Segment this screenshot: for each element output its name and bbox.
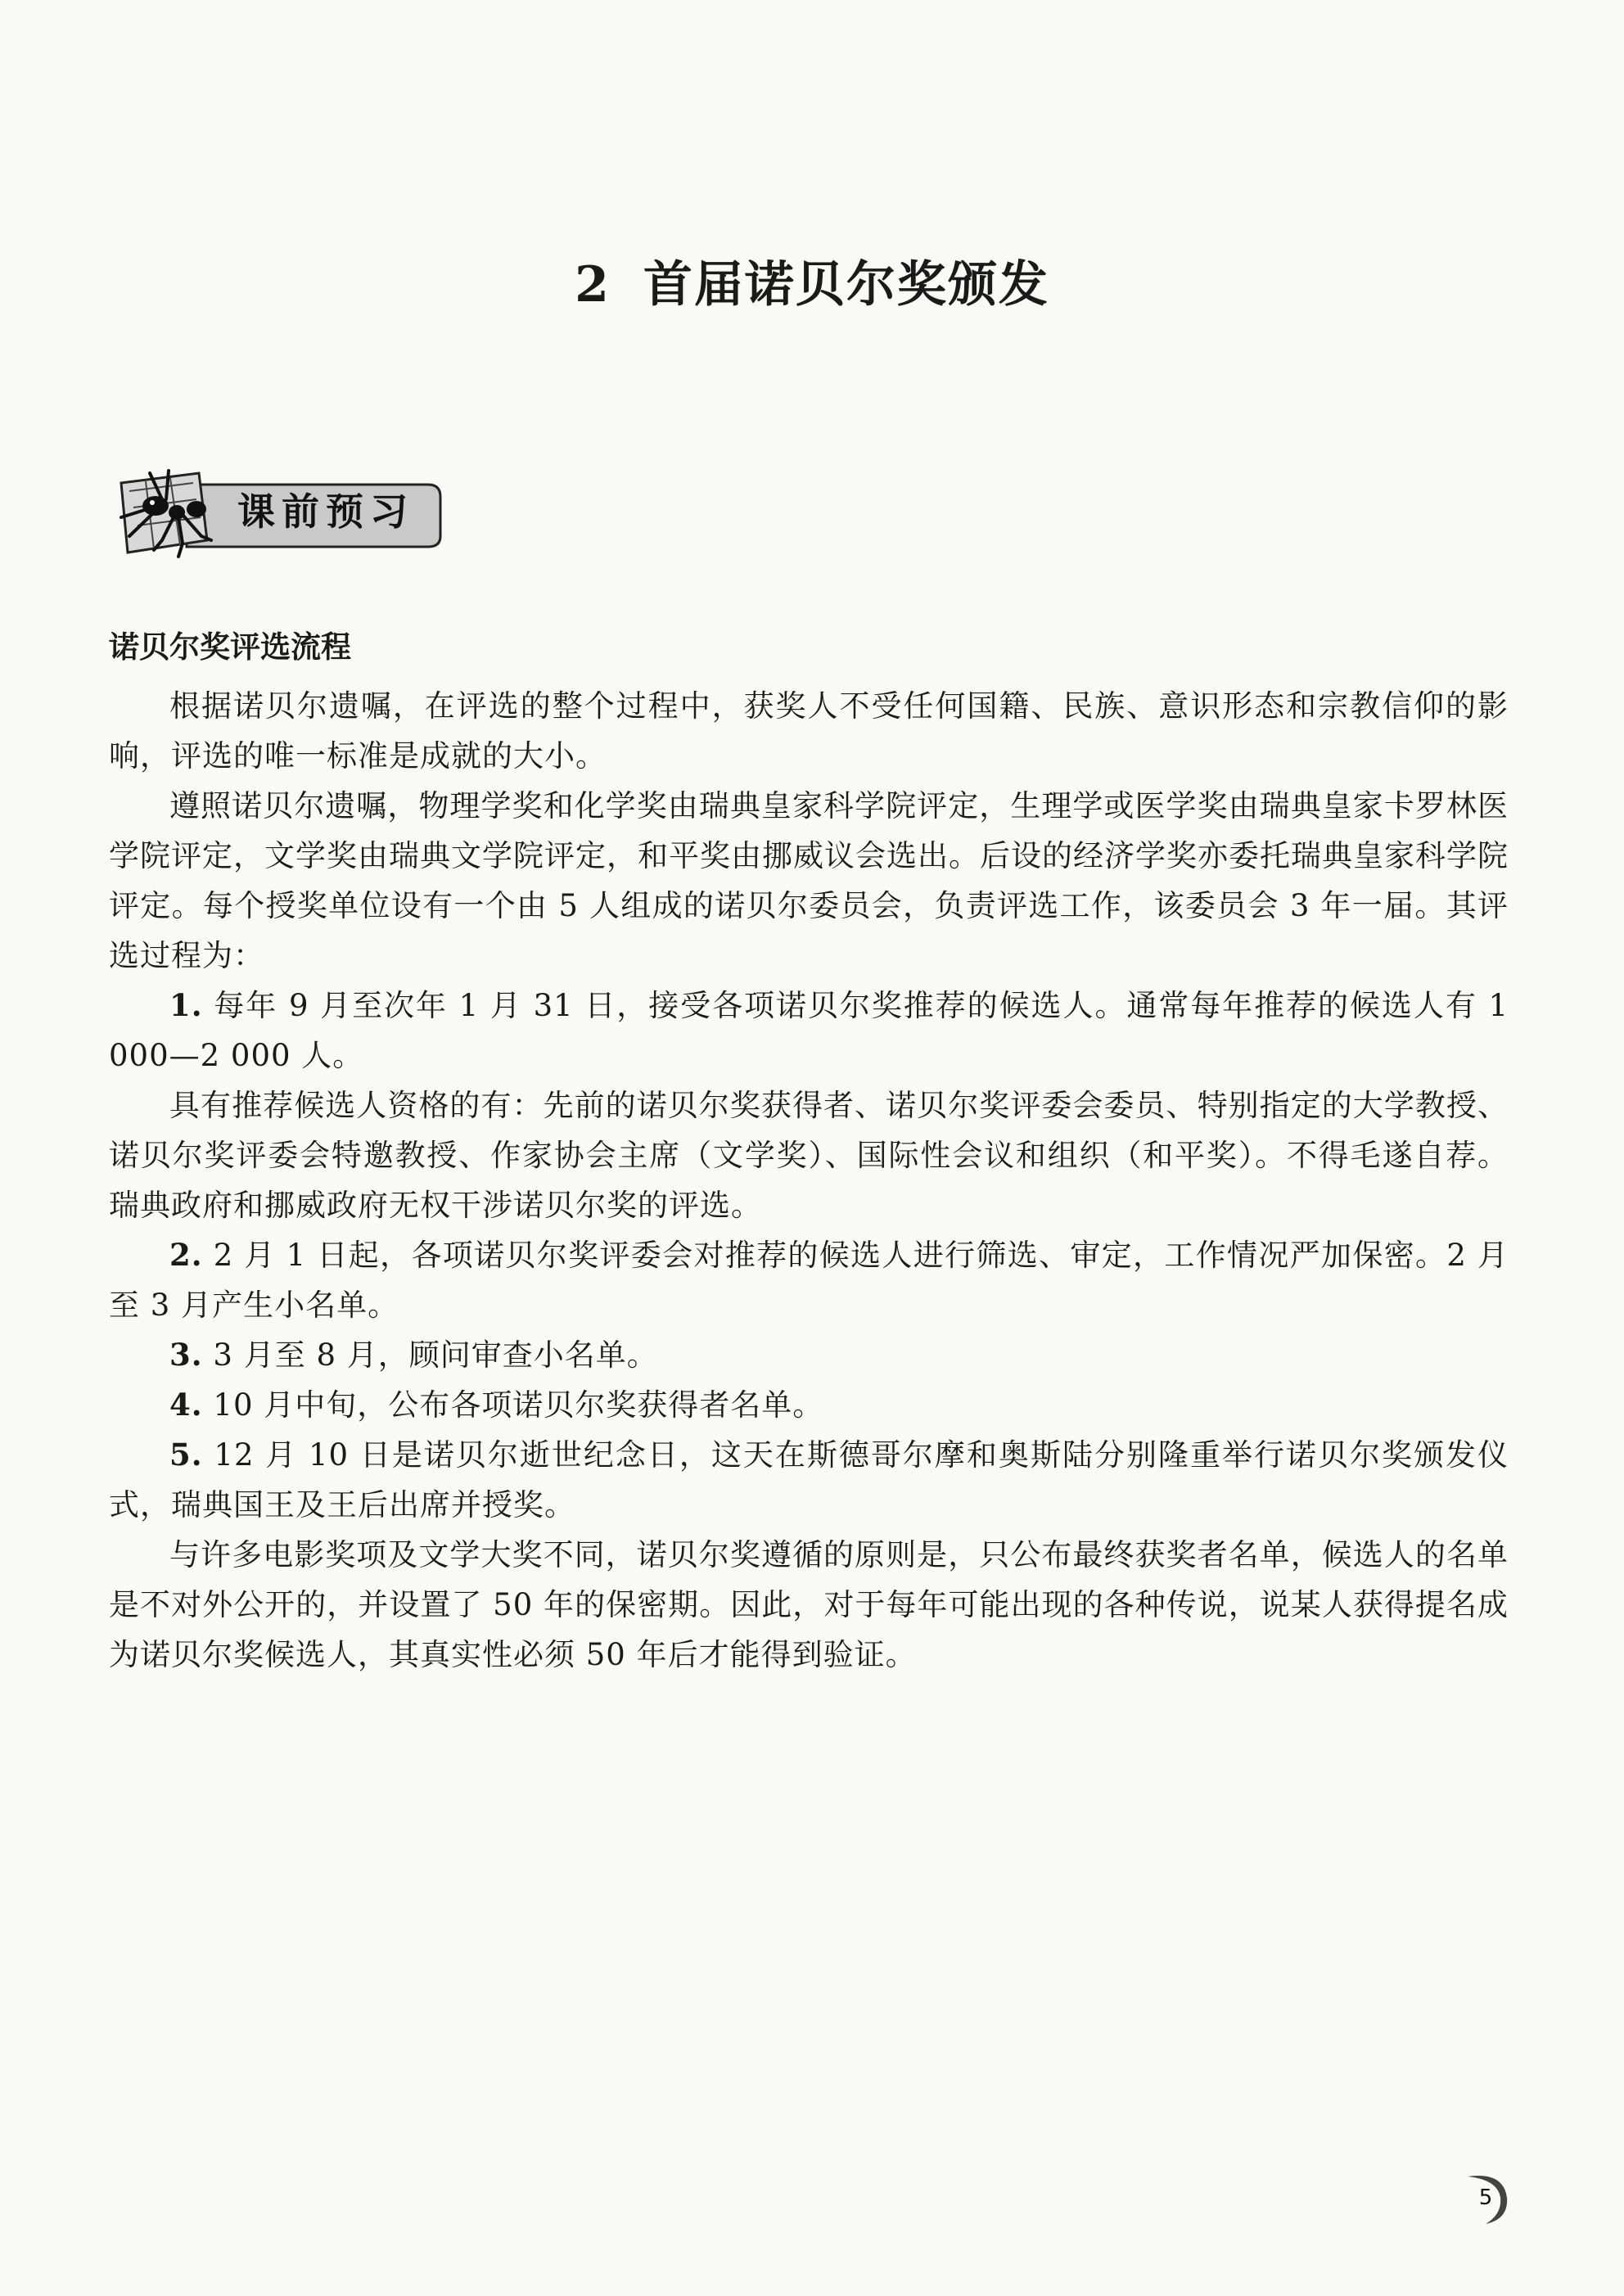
paragraph-step: 2. 2 月 1 日起，各项诺贝尔奖评委会对推荐的候选人进行筛选、审定，工作情况严加保密。2 月至 3 月产生小名单。	[109, 1237, 1509, 1323]
chapter-title-text: 首届诺贝尔奖颁发	[643, 256, 1049, 314]
paragraph-step: 1. 每年 9 月至次年 1 月 31 日，接受各项诺贝尔奖推荐的候选人。通常每年推荐的候选人有 1 000—2 000 人。	[109, 987, 1509, 1073]
chapter-title	[0, 246, 1624, 316]
section-heading: 诺贝尔奖评选流程	[109, 629, 351, 665]
paragraph: 具有推荐候选人资格的有：先前的诺贝尔奖获得者、诺贝尔奖评委会委员、特别指定的大学教授、诺贝尔奖评委会特邀教授、作家协会主席（文学奖）、国际性会议和组织（和平奖）。不得毛遂自荐。瑞典政府和挪威政府无权干涉诺贝尔奖的评选。	[109, 1088, 1509, 1223]
main-content	[109, 622, 1509, 1680]
page-number-text: 5	[1478, 2185, 1493, 2210]
paragraph: 遵照诺贝尔遗嘱，物理学奖和化学奖由瑞典皇家科学院评定，生理学或医学奖由瑞典皇家卡罗林医学院评定，文学奖由瑞典文学院评定，和平奖由挪威议会选出。后设的经济学奖亦委托瑞典皇家科学院评定。每个授奖单位设有一个由 5 人组成的诺贝尔委员会，负责评选工作，该委员会 3 年一届。其评选过程为：	[109, 788, 1509, 973]
page-number	[1453, 2165, 1518, 2231]
paragraph: 根据诺贝尔遗嘱，在评选的整个过程中，获奖人不受任何国籍、民族、意识形态和宗教信仰的影响，评选的唯一标准是成就的大小。	[109, 688, 1509, 774]
preview-banner	[105, 458, 449, 565]
paragraph-step: 3. 3 月至 8 月，顾问审查小名单。	[169, 1337, 658, 1373]
paragraph-step: 4. 10 月中旬，公布各项诺贝尔奖获得者名单。	[169, 1387, 824, 1423]
chapter-number: 2	[575, 256, 611, 314]
paragraph-step: 5. 12 月 10 日是诺贝尔逝世纪念日，这天在斯德哥尔摩和奥斯陆分别隆重举行诺贝尔奖颁发仪式，瑞典国王及王后出席并授奖。	[109, 1437, 1509, 1522]
paragraph: 与许多电影奖项及文学大奖不同，诺贝尔奖遵循的原则是，只公布最终获奖者名单，候选人的名单是不对外公开的，并设置了 50 年的保密期。因此，对于每年可能出现的各种传说，说某人获得提名成为诺贝尔奖候选人，其真实性必须 50 年后才能得到验证。	[109, 1537, 1509, 1672]
banner-label: 课前预习	[237, 489, 414, 534]
